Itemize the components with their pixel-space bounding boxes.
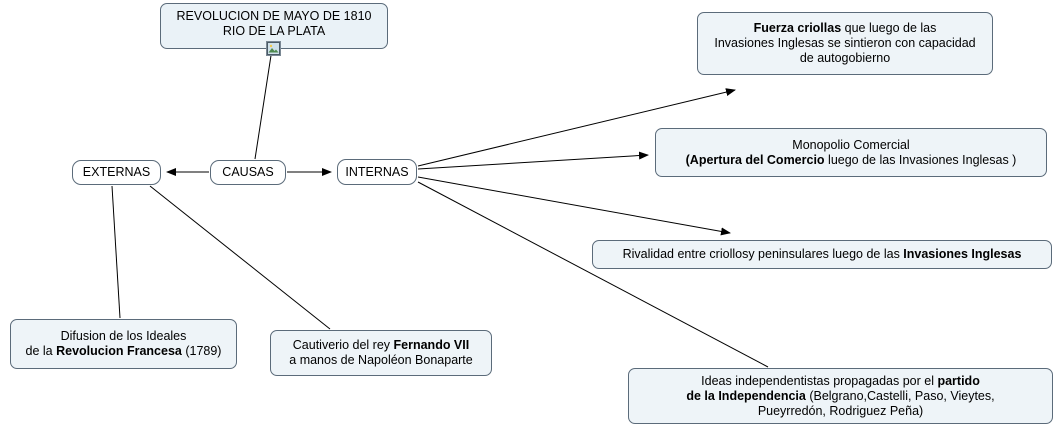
node-internas[interactable] [337,159,417,185]
node-difusion-ideales[interactable] [10,319,237,369]
image-icon[interactable] [266,41,281,56]
node-cautiverio-fernando-vii[interactable] [270,330,492,376]
node-ideas-independentistas[interactable] [628,368,1053,424]
node-causas-label: CAUSAS [222,165,274,179]
node-cautiverio-fernando-vii-text: Cautiverio del rey Fernando VII a manos de Napoléon Bonaparte [289,338,473,367]
node-ideas-independentistas-text: Ideas independentistas propagadas por el partido de la Independencia (Belgrano,Castelli, Paso, Vieytes, Pueyrredón, Rodriguez Peña) [686,373,995,418]
node-externas-label: EXTERNAS [82,165,151,179]
edge-externas-cautiverio [150,186,330,329]
node-difusion-ideales-text: Difusion de los Ideales de la Revolucion Francesa (1789) [25,329,222,358]
edge-externas-difusion [112,186,120,318]
node-internas-label: INTERNAS [345,164,409,179]
node-fuerza-criollas-text: Fuerza criollas que luego de las Invasiones Inglesas se sintieron con capacidad de autogobierno [714,21,976,65]
node-fuerza-criollas[interactable] [697,12,993,75]
node-title-text: REVOLUCION DE MAYO DE 1810 RIO DE LA PLATA [176,9,372,38]
node-rivalidad[interactable] [592,240,1052,269]
edge-internas-monopolio [418,155,648,169]
edge-title-causas [255,49,272,159]
node-rivalidad-text: Rivalidad entre criollosy peninsulares luego de las Invasiones Inglesas [622,247,1022,261]
node-monopolio-comercial[interactable] [655,128,1047,177]
edge-internas-rivalidad [418,177,730,233]
node-externas[interactable] [72,160,161,185]
node-monopolio-comercial-text: Monopolio Comercial (Apertura del Comercio luego de las Invasiones Inglesas ) [685,137,1017,167]
node-causas[interactable] [210,160,286,185]
